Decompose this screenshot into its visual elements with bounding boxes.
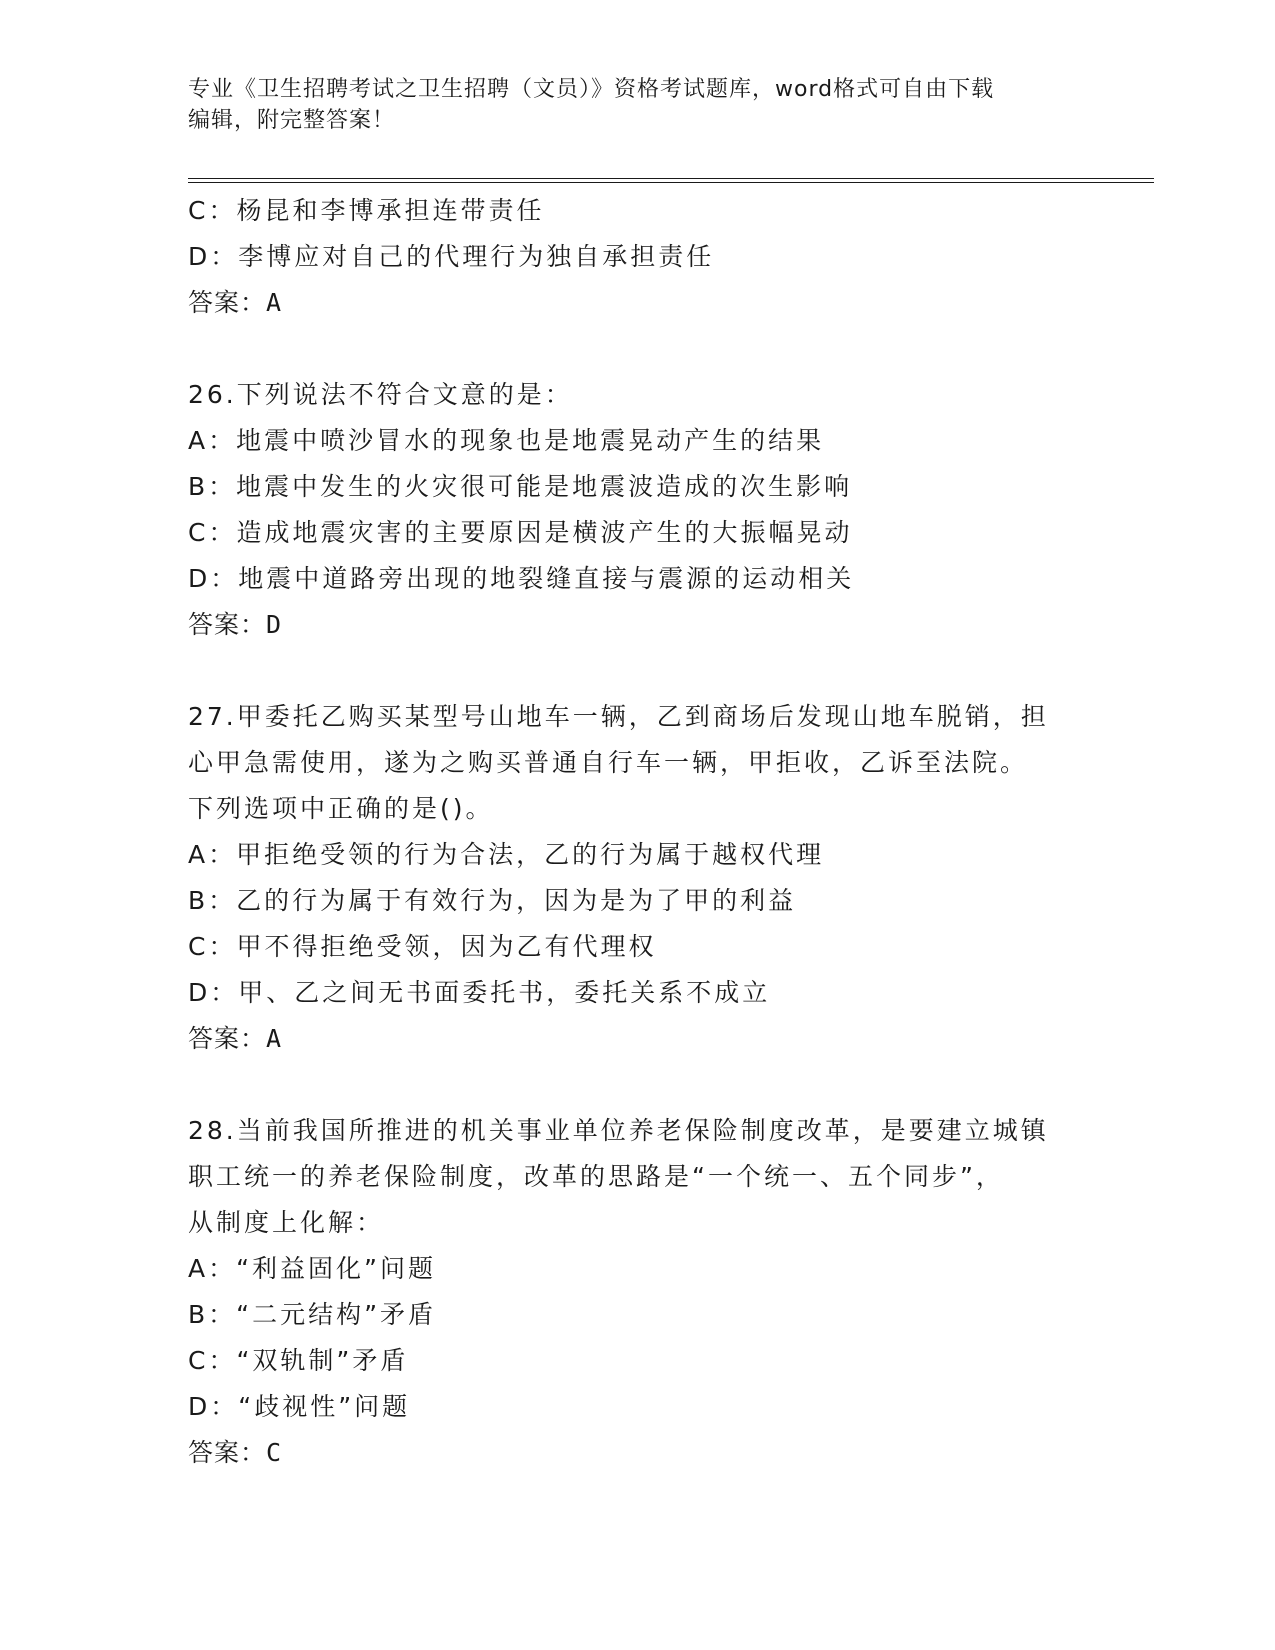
answer-line xyxy=(188,1430,1088,1476)
question-stem: 27.甲委托乙购买某型号山地车一辆，乙到商场后发现山地车脱销，担 xyxy=(188,702,1049,731)
question-stem: 职工统一的养老保险制度，改革的思路是“一个统一、五个同步”， xyxy=(188,1162,1004,1191)
option-b: B：乙的行为属于有效行为，因为是为了甲的利益 xyxy=(188,886,797,915)
answer-label: 答案： xyxy=(188,288,267,317)
option-c: C：造成地震灾害的主要原因是横波产生的大振幅晃动 xyxy=(188,518,853,547)
answer-value: C xyxy=(266,1438,283,1467)
question-stem: 心甲急需使用，遂为之购买普通自行车一辆，甲拒收，乙诉至法院。 xyxy=(188,748,1029,777)
option-d: D：甲、乙之间无书面委托书，委托关系不成立 xyxy=(188,978,771,1007)
option-a: A：“利益固化”问题 xyxy=(188,1254,437,1283)
answer-label: 答案： xyxy=(188,1438,267,1467)
option-d: D：地震中道路旁出现的地裂缝直接与震源的运动相关 xyxy=(188,564,855,593)
option-b: B：地震中发生的火灾很可能是地震波造成的次生影响 xyxy=(188,472,853,501)
option-c: C：杨昆和李博承担连带责任 xyxy=(188,196,545,225)
option-b: B：“二元结构”矛盾 xyxy=(188,1300,437,1329)
spacer xyxy=(188,326,1088,372)
option-d: D：“歧视性”问题 xyxy=(188,1392,411,1421)
answer-line xyxy=(188,1016,1088,1062)
question-26 xyxy=(188,372,1088,648)
question-28 xyxy=(188,1108,1088,1476)
spacer xyxy=(188,648,1088,694)
answer-value: D xyxy=(266,610,283,639)
answer-label: 答案： xyxy=(188,1024,267,1053)
option-a: A：地震中喷沙冒水的现象也是地震晃动产生的结果 xyxy=(188,426,825,455)
question-stem: 28.当前我国所推进的机关事业单位养老保险制度改革，是要建立城镇 xyxy=(188,1116,1049,1145)
header-line-2: 编辑，附完整答案！ xyxy=(188,108,396,133)
answer-line xyxy=(188,602,1088,648)
option-c: C：甲不得拒绝受领，因为乙有代理权 xyxy=(188,932,657,961)
question-25-continuation xyxy=(188,188,1088,326)
header-line-1: 专业《卫生招聘考试之卫生招聘（文员）》资格考试题库，word格式可自由下载 xyxy=(188,77,995,102)
question-27 xyxy=(188,694,1088,1062)
option-a: A：甲拒绝受领的行为合法，乙的行为属于越权代理 xyxy=(188,840,825,869)
page-header xyxy=(188,74,1088,136)
option-d: D：李博应对自己的代理行为独自承担责任 xyxy=(188,242,715,271)
answer-line xyxy=(188,280,1088,326)
answer-label: 答案： xyxy=(188,610,267,639)
spacer xyxy=(188,1062,1088,1108)
header-divider xyxy=(188,178,1154,183)
answer-value: A xyxy=(266,288,283,317)
document-body xyxy=(188,188,1088,1476)
question-stem: 26.下列说法不符合文意的是： xyxy=(188,380,573,409)
option-c: C：“双轨制”矛盾 xyxy=(188,1346,409,1375)
question-stem: 从制度上化解： xyxy=(188,1208,385,1237)
question-stem: 下列选项中正确的是()。 xyxy=(188,794,494,823)
answer-value: A xyxy=(266,1024,283,1053)
